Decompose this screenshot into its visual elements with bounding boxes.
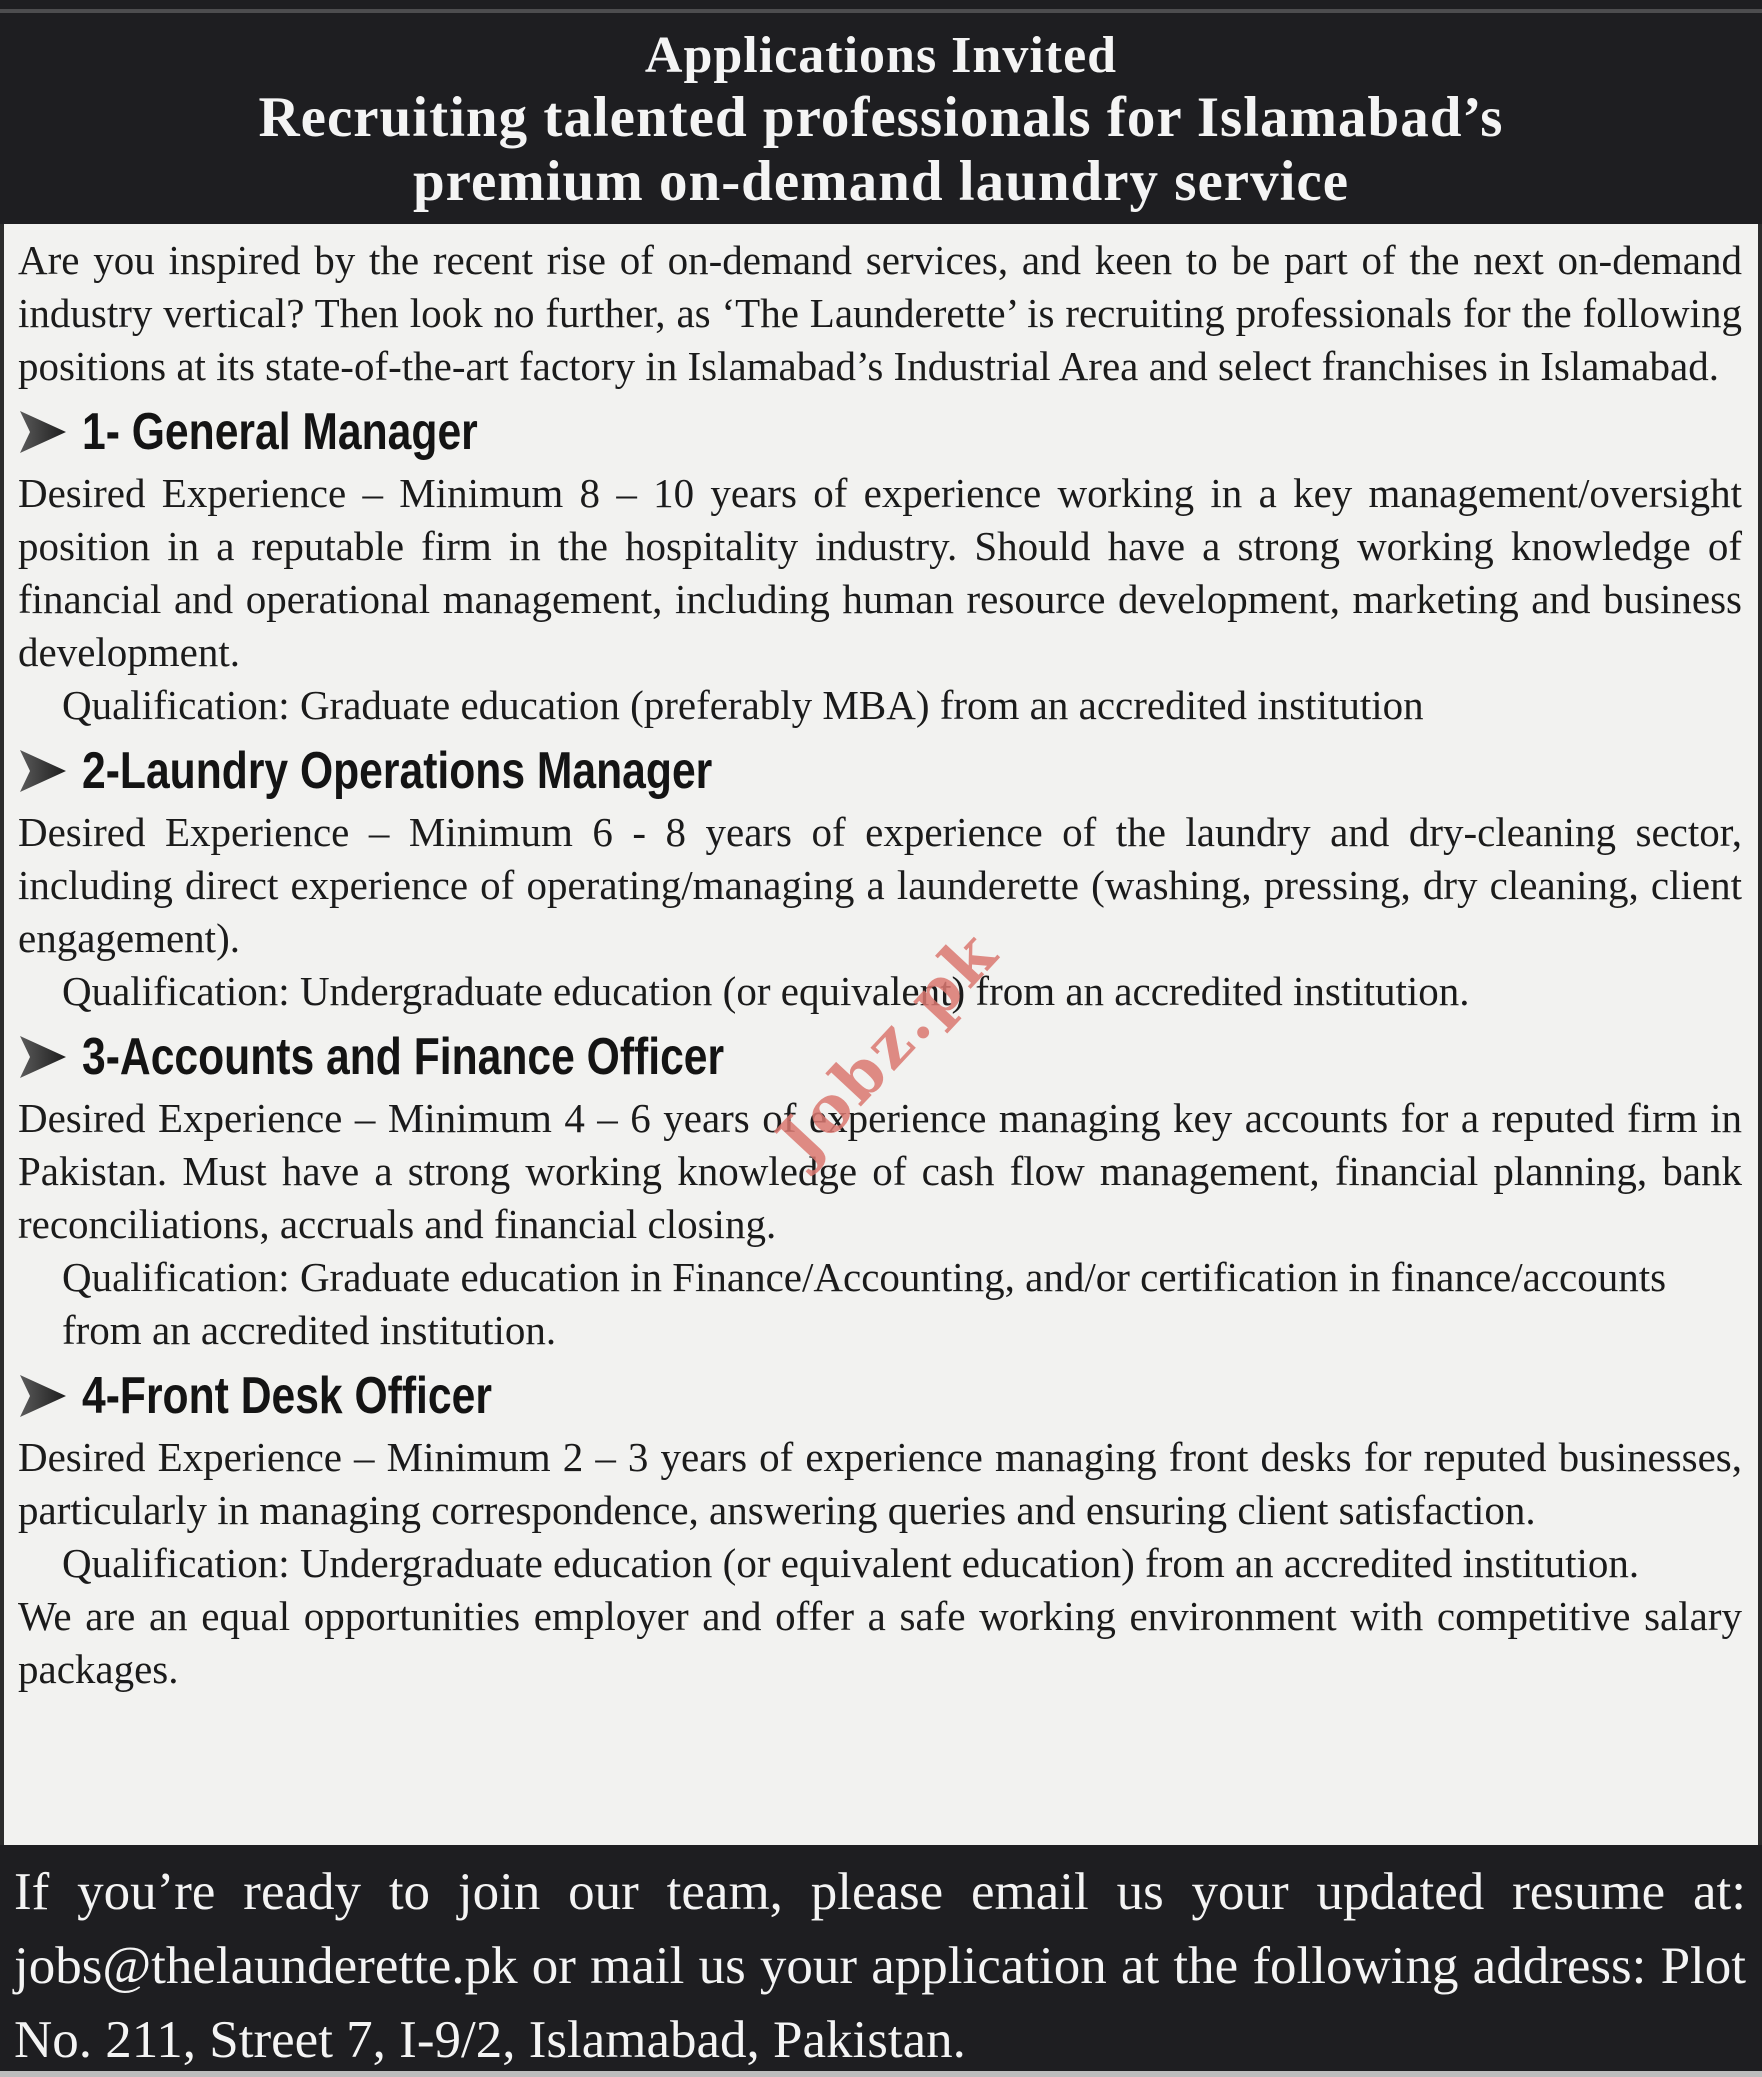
section-heading-general-manager xyxy=(20,404,1742,460)
qualification-paragraph: Qualification: Graduate education (preferably MBA) from an accredited institution xyxy=(62,682,1424,728)
section-heading-accounts-finance-officer xyxy=(20,1029,1742,1085)
experience-paragraph: Desired Experience – Minimum 4 – 6 years of experience managing key accounts for a reputed firm in Pakistan. Must have a strong working knowledge of cash flow management, financial planning, bank reconciliations, accruals and financial closing. xyxy=(18,1095,1742,1247)
experience-paragraph: Desired Experience – Minimum 8 – 10 years of experience working in a key management/oversight position in a reputable firm in the hospitality industry. Should have a strong working knowledge of financial and operational management, including human resource development, marketing and business development. xyxy=(18,470,1742,675)
arrow-bullet-icon xyxy=(20,1036,66,1078)
section-title: 4-Front Desk Officer xyxy=(82,1367,492,1425)
arrow-bullet-icon xyxy=(20,750,66,792)
intro-paragraph: Are you inspired by the recent rise of on-demand services, and keen to be part of the next on-demand industry vertical? Then look no further, as ‘The Launderette’ is recruiting professionals for the following positions at its state-of-the-art factory in Islamabad’s Industrial Area and select franchises in Islamabad. xyxy=(18,237,1742,389)
qualification-paragraph: Qualification: Undergraduate education (or equivalent) from an accredited institution. xyxy=(62,968,1470,1014)
ad-subtitle-line2: premium on-demand laundry service xyxy=(412,150,1350,213)
closing-paragraph: We are an equal opportunities employer and offer a safe working environment with competitive salary packages. xyxy=(18,1593,1742,1692)
footer-bar xyxy=(0,1845,1762,2077)
experience-paragraph: Desired Experience – Minimum 6 - 8 years of experience of the laundry and dry-cleaning sector, including direct experience of operating/managing a launderette (washing, pressing, dry cleaning, client engagement). xyxy=(18,809,1742,961)
experience-paragraph: Desired Experience – Minimum 2 – 3 years of experience managing front desks for reputed businesses, particularly in managing correspondence, answering queries and ensuring client satisfaction. xyxy=(18,1434,1742,1533)
ad-body xyxy=(0,224,1762,1845)
qualification-paragraph: Qualification: Undergraduate education (or equivalent education) from an accredited institution. xyxy=(62,1540,1640,1586)
watermark: Jobz.pk xyxy=(762,915,1014,1177)
section-heading-front-desk-officer xyxy=(20,1368,1742,1424)
header-top-divider xyxy=(0,9,1762,13)
ad-subtitle-line1: Recruiting talented professionals for Islamabad’s xyxy=(258,86,1504,149)
section-title: 2-Laundry Operations Manager xyxy=(82,742,713,800)
footer-contact-text: If you’re ready to join our team, please email us your updated resume at: jobs@thelaunderette.pk or mail us your application at the following address: Plot No. 211, Street 7, I-9/2, Islamabad, Pakistan. xyxy=(14,1863,1746,2069)
qualification-paragraph: Qualification: Graduate education in Finance/Accounting, and/or certification in finance/accounts from an accredited institution. xyxy=(62,1254,1667,1353)
header-bar xyxy=(0,0,1762,224)
section-title: 3-Accounts and Finance Officer xyxy=(82,1028,725,1086)
section-title: 1- General Manager xyxy=(82,403,478,461)
ad-title: Applications Invited xyxy=(644,27,1118,84)
arrow-bullet-icon xyxy=(20,411,66,453)
arrow-bullet-icon xyxy=(20,1375,66,1417)
section-heading-laundry-operations-manager xyxy=(20,743,1742,799)
